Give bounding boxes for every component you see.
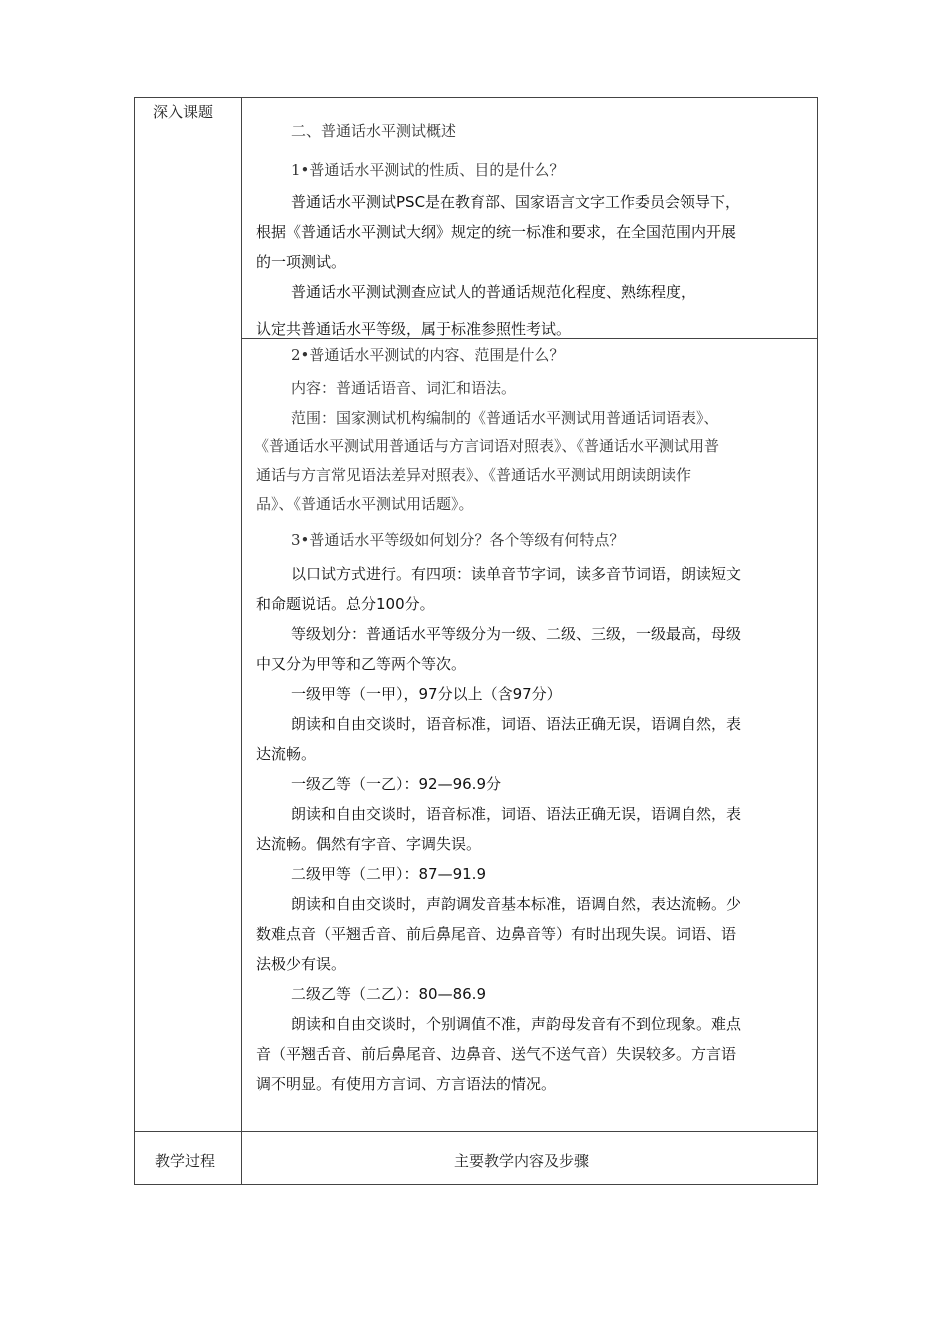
row-label-teaching-process: 教学过程 xyxy=(155,1152,216,1170)
paragraph-line: 《普通话水平测试用普通话与方言词语对照表》、《普通话水平测试用普 xyxy=(254,437,720,455)
paragraph-line: 朗读和自由交谈时，个别调值不准，声韵母发音有不到位现象。难点 xyxy=(291,1015,742,1033)
paragraph-line: 达流畅。 xyxy=(256,745,317,763)
paragraph-line: 根据《普通话水平测试大纲》规定的统一标准和要求，在全国范围内开展 xyxy=(256,223,737,241)
row-content-main-steps: 主要教学内容及步骤 xyxy=(454,1152,590,1170)
row-divider xyxy=(135,1131,817,1132)
section-heading: 二、普通话水平测试概述 xyxy=(291,122,457,140)
column-divider xyxy=(241,98,242,1184)
grade-heading: 二级甲等（二甲）：87—91.9 xyxy=(291,865,486,883)
paragraph-line: 法极少有误。 xyxy=(256,955,347,973)
paragraph-line: 通话与方言常见语法差异对照表》、《普通话水平测试用朗读朗读作 xyxy=(256,466,692,484)
question-heading: 2•普通话水平测试的内容、范围是什么？ xyxy=(291,346,565,364)
row-label-deep-topic: 深入课题 xyxy=(153,103,214,121)
paragraph-line: 音（平翘舌音、前后鼻尾音、边鼻音、送气不送气音）失误较多。方言语 xyxy=(256,1045,737,1063)
paragraph-line: 朗读和自由交谈时，语音标准，词语、语法正确无误，语调自然，表 xyxy=(291,805,742,823)
paragraph-line: 的一项测试。 xyxy=(256,253,347,271)
paragraph-line: 和命题说话。总分100分。 xyxy=(256,595,435,613)
paragraph-line: 范围：国家测试机构编制的《普通话水平测试用普通话词语表》、 xyxy=(291,409,719,427)
paragraph-line: 达流畅。偶然有字音、字调失误。 xyxy=(256,835,482,853)
paragraph-line: 普通话水平测试PSC是在教育部、国家语言文字工作委员会领导下， xyxy=(291,193,741,211)
paragraph-line: 中又分为甲等和乙等两个等次。 xyxy=(256,655,467,673)
paragraph-line: 认定共普通话水平等级，属于标准参照性考试。 xyxy=(256,320,572,338)
grade-heading: 一级乙等（一乙）：92—96.9分 xyxy=(291,775,501,793)
paragraph-line: 普通话水平测试测查应试人的普通话规范化程度、熟练程度， xyxy=(291,283,697,301)
paragraph-line: 内容：普通话语音、词汇和语法。 xyxy=(291,379,517,397)
paragraph-line: 等级划分：普通话水平等级分为一级、二级、三级，一级最高，母级 xyxy=(291,625,742,643)
grade-heading: 二级乙等（二乙）：80—86.9 xyxy=(291,985,486,1003)
paragraph-line: 朗读和自由交谈时，声韵调发音基本标准，语调自然，表达流畅。少 xyxy=(291,895,742,913)
question-heading: 3•普通话水平等级如何划分？各个等级有何特点？ xyxy=(291,531,625,549)
paragraph-line: 品》、《普通话水平测试用话题》。 xyxy=(256,495,474,513)
paragraph-line: 数难点音（平翘舌音、前后鼻尾音、边鼻音等）有时出现失误。词语、语 xyxy=(256,925,737,943)
paragraph-line: 调不明显。有使用方言词、方言语法的情况。 xyxy=(256,1075,557,1093)
paragraph-line: 朗读和自由交谈时，语音标准，词语、语法正确无误，语调自然，表 xyxy=(291,715,742,733)
grade-heading: 一级甲等（一甲），97分以上（含97分） xyxy=(291,685,562,703)
question-heading: 1•普通话水平测试的性质、目的是什么？ xyxy=(291,161,565,179)
paragraph-line: 以口试方式进行。有四项：读单音节字词，读多音节词语，朗读短文 xyxy=(291,565,742,583)
